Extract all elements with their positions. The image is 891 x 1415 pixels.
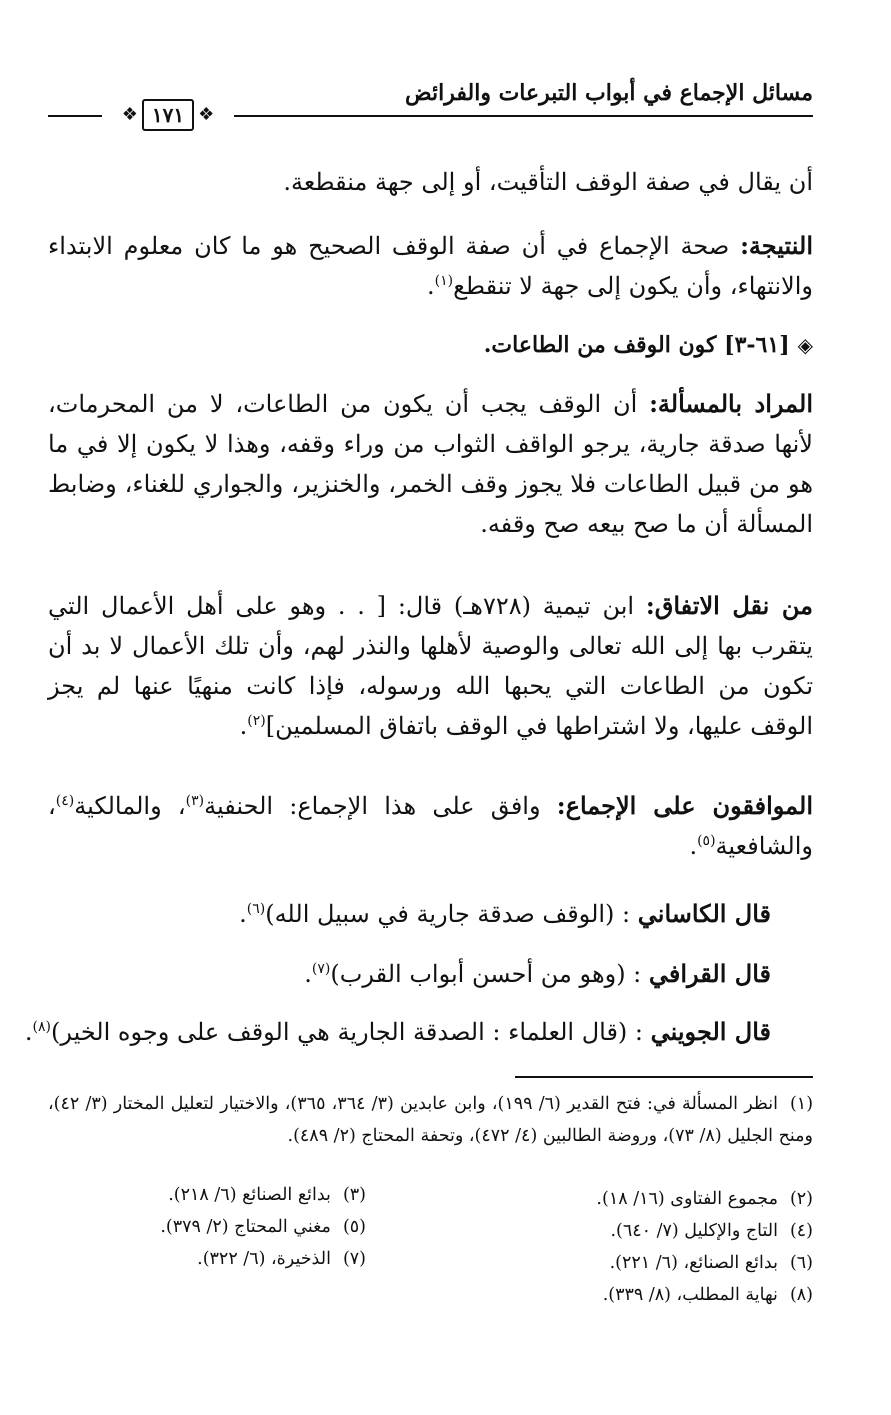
result-text: صحة الإجماع في أن صفة الوقف الصحيح هو ما كان معلوم الابتداء والانتهاء، وأن يكون إلى جهة لا تنقطع: [48, 232, 813, 300]
footnote-2: [596, 1184, 813, 1214]
footnote-text: بدائع الصنائع، (٦/ ٢٢١).: [609, 1253, 778, 1273]
period: .: [304, 960, 312, 988]
period: .: [689, 832, 698, 860]
paragraph-meaning: [48, 384, 813, 544]
paragraph-consensus-source: [48, 586, 813, 746]
footnote-number: (٢): [789, 1189, 813, 1209]
footnote-ref-2: (٢): [247, 713, 266, 729]
source-text: ابن تيمية (٧٢٨هـ) قال: [ . . وهو على أهل الأعمال التي يتقرب بها إلى الله تعالى والوصية لأهلها والنذر لهم، وأن تلك الأعمال لا بد أن تكون من الطاعات التي يحبها الله ورسوله، فإذا كانت منهيًا عنها لم يجز الوقف عليها، ولا اشتراطها في الوقف باتفاق المسلمين]: [48, 592, 813, 740]
result-label: النتيجة:: [740, 231, 813, 260]
page-number-frame: [102, 98, 234, 132]
footnote-number: (٨): [789, 1285, 813, 1305]
footnote-text: التاج والإكليل (٧/ ٦٤٠).: [610, 1221, 778, 1241]
paragraph-continuation: أن يقال في صفة الوقف التأقيت، أو إلى جهة منقطعة.: [283, 168, 813, 196]
footnote-text: بدائع الصنائع (٦/ ٢١٨).: [168, 1185, 331, 1205]
footnote-number: (٤): [789, 1221, 813, 1241]
section-title: [٦١-٣] كون الوقف من الطاعات.: [483, 332, 790, 358]
paragraph-result: [48, 226, 813, 306]
quote-qarafi-text: : (وهو من أحسن أبواب القرب): [330, 960, 649, 988]
period: .: [239, 712, 248, 740]
footnote-ref-3: (٣): [185, 793, 205, 809]
quote-juwayni: [25, 1012, 771, 1052]
running-title: مسائل الإجماع في أبواب التبرعات والفرائض: [405, 80, 813, 106]
page-number: ١٧١: [142, 99, 194, 131]
period: .: [24, 1018, 33, 1046]
footnote-ref-4: (٤): [55, 793, 75, 809]
footnote-text: الذخيرة، (٦/ ٣٢٢).: [197, 1249, 331, 1269]
paragraph-agreeing: [48, 786, 813, 866]
agreeing-text-a: وافق على هذا الإجماع: الحنفية: [204, 792, 557, 820]
source-label: من نقل الاتفاق:: [645, 591, 813, 620]
footnote-7: [197, 1244, 366, 1274]
footnote-number: (١): [789, 1094, 814, 1114]
footnote-6: [610, 1248, 813, 1278]
quote-kasani: [239, 894, 771, 934]
agreeing-text-c: ، والشافعية: [48, 792, 813, 860]
footnote-text: مغني المحتاج (٢/ ٣٧٩).: [160, 1217, 331, 1237]
footnote-4: [610, 1216, 813, 1246]
footnote-8: [603, 1280, 813, 1310]
diamond-bullet-icon: ◈: [797, 333, 813, 357]
footnote-3: [168, 1180, 366, 1210]
footnote-ref-8: (٨): [32, 1019, 51, 1035]
ornament-left-icon: ❖: [198, 104, 215, 125]
quote-kasani-text: : (الوقف صدقة جارية في سبيل الله): [265, 900, 638, 928]
meaning-label: المراد بالمسألة:: [649, 389, 813, 418]
footnote-text: مجموع الفتاوى (١٦/ ١٨).: [596, 1189, 778, 1209]
footnote-1: [48, 1088, 813, 1152]
footnote-number: (٧): [342, 1249, 366, 1269]
footnote-text: نهاية المطلب، (٨/ ٣٣٩).: [602, 1285, 778, 1305]
period: .: [427, 272, 435, 300]
quote-qarafi-label: قال القرافي: [648, 959, 771, 988]
footnote-separator: [515, 1076, 813, 1078]
ornament-right-icon: ❖: [121, 104, 138, 125]
quote-qarafi: [304, 954, 771, 994]
quote-kasani-label: قال الكاساني: [637, 899, 771, 928]
footnote-ref-5: (٥): [697, 833, 716, 849]
footnote-ref-6: (٦): [246, 901, 266, 917]
period: .: [239, 900, 247, 928]
meaning-text: أن الوقف يجب أن يكون من الطاعات، لا من المحرمات، لأنها صدقة جارية، يرجو الواقف الثواب من وراء وقفه، وهذا لا يكون إلا في ما هو من قبيل الطاعات فلا يجوز وقف الخمر، والخنزير، والجواري للغناء، وضابط المسألة أن ما صح بيعه صح وقفه.: [48, 390, 813, 538]
agreeing-text-b: ، والمالكية: [74, 792, 186, 820]
footnote-ref-1: (١): [434, 273, 454, 289]
footnote-number: (٦): [789, 1253, 813, 1273]
footnote-number: (٥): [342, 1217, 366, 1237]
footnote-ref-7: (٧): [311, 961, 331, 977]
header-rule: [48, 98, 813, 132]
footnote-number: (٣): [342, 1185, 366, 1205]
quote-juwayni-text: : (قال العلماء : الصدقة الجارية هي الوقف على وجوه الخير): [50, 1018, 651, 1046]
section-heading: [484, 332, 813, 358]
quote-juwayni-label: قال الجويني: [650, 1017, 771, 1046]
footnote-text: انظر المسألة في: فتح القدير (٦/ ١٩٩)، وابن عابدين (٣/ ٣٦٤، ٣٦٥)، والاختيار لتعليل المختار (٣/ ٤٢)، ومنح الجليل (٨/ ٧٣)، وروضة الطالبين (٤/ ٤٧٢)، وتحفة المحتاج (٢/ ٤٨٩).: [48, 1094, 813, 1146]
agreeing-label: الموافقون على الإجماع:: [556, 791, 813, 820]
footnote-5: [160, 1212, 366, 1242]
